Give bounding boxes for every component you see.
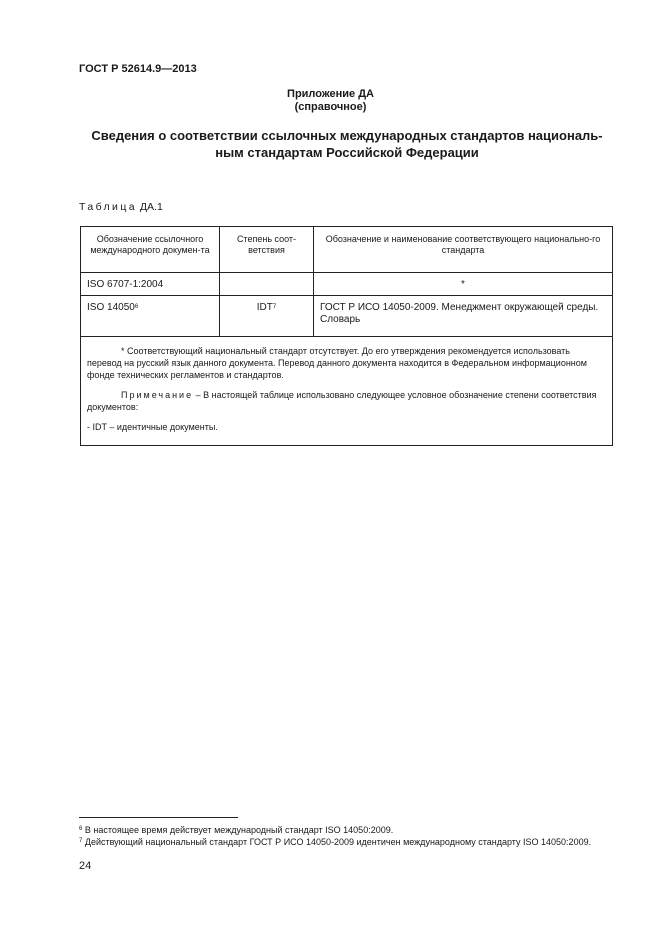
page-number: 24 <box>79 860 92 872</box>
footnote-ref-6: 6 <box>134 304 139 310</box>
footnote-6: $^6$ В настоящее время действует международный стандарт ISO 14050:2009. <box>79 825 394 835</box>
correspondence-table <box>80 226 613 446</box>
cell-degree <box>220 273 314 296</box>
table-notes-row <box>81 337 613 446</box>
cell-degree: IDT$^7$ <box>220 296 314 337</box>
table-caption-id: ДА.1 <box>139 201 163 213</box>
footnotes <box>79 824 599 848</box>
section-heading <box>80 127 614 161</box>
note-word: Примечание <box>121 390 194 400</box>
section-heading-line-1: Сведения о соответствии ссылочных международных стандартов националь- <box>91 128 603 143</box>
section-heading-line-2: ным стандартам Российской Федерации <box>215 145 479 160</box>
appendix-subtitle: (справочное) <box>294 101 367 113</box>
cell-designation: ISO 6707-1:2004 <box>81 273 220 296</box>
document-number: ГОСТ Р 52614.9—2013 <box>79 63 197 75</box>
table-note <box>87 389 602 413</box>
idt-definition: - IDT – идентичные документы. <box>87 422 218 432</box>
appendix-title: Приложение ДА <box>287 88 374 100</box>
table-caption <box>79 201 163 213</box>
note-text: – В настоящей таблице использовано следующее условное обозначение степени соответствия документов: <box>87 390 597 412</box>
star-note: * Соответствующий национальный стандарт отсутствует. До его утверждения рекомендуется использовать перевод на русский язык данного документа. Перевод данного документа находится в Федеральном информационном фонде технических регламентов и стандартов. <box>87 346 587 380</box>
table-row <box>81 273 613 296</box>
table-header-row <box>81 227 613 273</box>
footnote-ref-7: 7 <box>272 304 277 310</box>
cell-national-standard: ГОСТ Р ИСО 14050-2009. Менеджмент окружающей среды. Словарь <box>314 296 613 337</box>
cell-national-standard: * <box>314 273 613 296</box>
footnote-7: $^7$ Действующий национальный стандарт ГОСТ Р ИСО 14050-2009 идентичен международному стандарту ISO 14050:2009. <box>79 837 592 847</box>
table-caption-word: Таблица <box>79 201 137 213</box>
column-header-national-standard: Обозначение и наименование соответствующего национально-го стандарта <box>314 227 613 273</box>
cell-designation: ISO 14050$^6$ <box>81 296 220 337</box>
table-row <box>81 296 613 337</box>
column-header-designation: Обозначение ссылочного международного докумен-та <box>81 227 220 273</box>
column-header-degree: Степень соот-ветствия <box>220 227 314 273</box>
footnote-separator <box>79 817 238 818</box>
table-notes <box>81 337 613 446</box>
